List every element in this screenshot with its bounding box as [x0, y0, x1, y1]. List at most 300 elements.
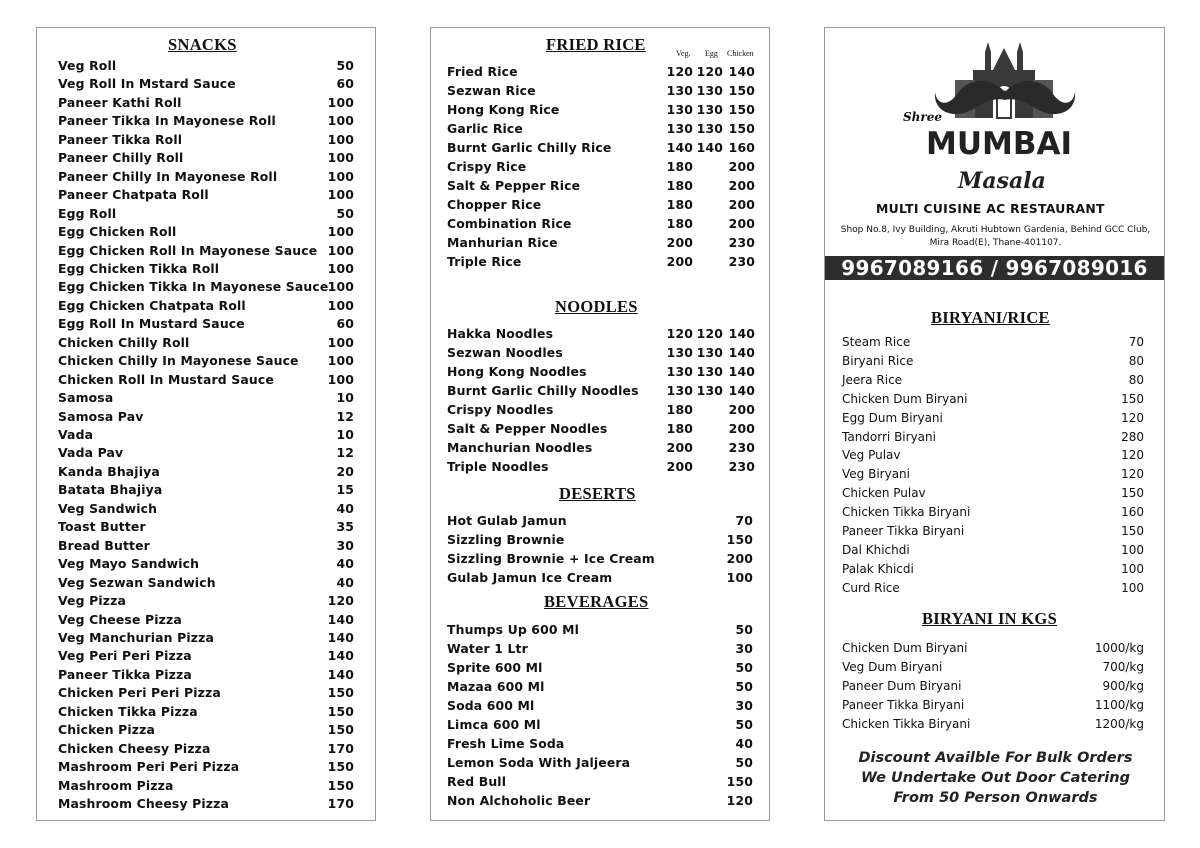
item-name: Chicken Pizza	[58, 722, 156, 738]
item-price: 50	[336, 58, 354, 73]
item-price: 150	[327, 722, 354, 738]
item-name: Crispy Rice	[447, 158, 527, 174]
item-name: Samosa Pav	[58, 408, 144, 424]
item-price: 140	[327, 648, 354, 664]
menu-item	[58, 409, 358, 425]
footer-line-1: Discount Availble For Bulk Orders	[858, 750, 1133, 766]
item-name: Vada	[58, 427, 94, 442]
veg-price: 120	[666, 326, 693, 341]
fried-rice-panel	[430, 27, 770, 821]
menu-item	[447, 736, 759, 752]
item-name: Egg Chicken Roll	[58, 224, 177, 240]
egg-price: 130	[696, 363, 723, 379]
item-name: Mashroom Peri Peri Pizza	[58, 759, 240, 775]
item-name: Veg Biryani	[842, 467, 910, 482]
menu-item	[58, 427, 358, 443]
item-price: 50	[735, 659, 753, 675]
chicken-price: 150	[728, 120, 755, 136]
snacks-panel	[36, 27, 376, 821]
item-name: Samosa	[58, 390, 114, 406]
item-name: Triple Rice	[447, 253, 522, 269]
item-price: 140	[327, 629, 354, 645]
chicken-price: 230	[728, 439, 755, 455]
menu-item	[447, 551, 759, 567]
item-name: Hong Kong Rice	[447, 101, 560, 117]
menu-item	[58, 519, 358, 535]
menu-item	[842, 679, 1148, 695]
item-price: 60	[336, 316, 354, 332]
menu-item	[447, 679, 759, 695]
item-name: Red Bull	[447, 773, 507, 789]
veg-price: 130	[666, 363, 693, 379]
item-name: Crispy Noodles	[447, 401, 554, 417]
item-price: 100	[327, 260, 354, 276]
item-name: Chicken Chilly In Mayonese Sauce	[58, 353, 299, 369]
menu-item	[447, 532, 759, 548]
item-price: 100	[1121, 580, 1144, 595]
egg-price: 130	[696, 344, 723, 360]
item-name: Veg Mayo Sandwich	[58, 556, 200, 572]
col-chicken-header: Chicken	[727, 49, 754, 58]
item-name: Chicken Peri Peri Pizza	[58, 685, 221, 701]
egg-price: 130	[696, 101, 723, 117]
item-name: Paneer Tikka Biryani	[842, 697, 965, 712]
chicken-price: 150	[728, 101, 755, 117]
chicken-price: 200	[728, 177, 755, 193]
item-price: 140	[327, 611, 354, 627]
item-name: Vada Pav	[58, 445, 124, 461]
biryani-rice-title: BIRYANI/RICE	[931, 308, 1050, 327]
item-name: Chicken Tikka Pizza	[58, 703, 198, 719]
menu-item	[447, 459, 757, 475]
item-price: 200	[726, 551, 753, 567]
chicken-price: 150	[728, 82, 755, 98]
menu-item	[447, 364, 757, 380]
phone-numbers: 9967089166 / 9967089016	[825, 256, 1164, 280]
item-price: 12	[336, 445, 354, 461]
menu-item	[58, 224, 358, 240]
veg-price: 180	[666, 401, 693, 417]
item-name: Veg Sandwich	[58, 500, 158, 516]
item-price: 10	[336, 427, 354, 442]
item-price: 160	[1121, 505, 1144, 520]
item-name: Palak Khicdi	[842, 561, 914, 576]
item-name: Burnt Garlic Chilly Noodles	[447, 382, 639, 398]
brand-subtitle: Masala	[958, 168, 1046, 194]
menu-item	[842, 581, 1148, 597]
item-price: 140	[327, 666, 354, 682]
biryani-kgs-title: BIRYANI IN KGS	[922, 609, 1058, 628]
noodles-title: NOODLES	[555, 297, 638, 316]
item-price: 120	[1121, 448, 1144, 463]
item-name: Veg Dum Biryani	[842, 659, 943, 674]
menu-item	[447, 383, 757, 399]
veg-price: 180	[666, 158, 693, 174]
item-name: Veg Peri Peri Pizza	[58, 648, 192, 664]
menu-item	[447, 159, 757, 175]
item-name: Veg Manchurian Pizza	[58, 629, 214, 645]
item-name: Veg Roll In Mstard Sauce	[58, 76, 236, 92]
egg-price: 130	[696, 382, 723, 398]
veg-price: 130	[666, 101, 693, 117]
menu-item	[58, 169, 358, 185]
chicken-price: 160	[728, 139, 755, 155]
menu-item	[842, 717, 1148, 733]
item-price: 80	[1128, 372, 1144, 387]
menu-item	[447, 402, 757, 418]
item-name: Sizzling Brownie + Ice Cream	[447, 551, 655, 567]
menu-item	[58, 150, 358, 166]
egg-price: 120	[696, 64, 723, 79]
item-name: Chicken Roll In Mustard Sauce	[58, 371, 274, 387]
item-name: Veg Pulav	[842, 448, 901, 463]
menu-item	[58, 741, 358, 757]
menu-item	[447, 178, 757, 194]
snacks-title: SNACKS	[168, 35, 237, 54]
col-veg-header: Veg.	[676, 49, 691, 58]
col-egg-header: Egg	[705, 49, 718, 58]
item-name: Chicken Pulav	[842, 486, 926, 501]
item-price: 30	[735, 640, 753, 656]
menu-item	[58, 556, 358, 572]
menu-item	[842, 505, 1148, 521]
item-price: 1200/kg	[1094, 716, 1144, 731]
item-price: 10	[336, 390, 354, 406]
item-price: 900/kg	[1102, 678, 1144, 693]
chicken-price: 200	[728, 196, 755, 212]
menu-item	[447, 440, 757, 456]
menu-item	[58, 58, 358, 74]
egg-price: 140	[696, 139, 723, 155]
item-price: 50	[336, 205, 354, 221]
item-name: Thumps Up 600 Ml	[447, 622, 579, 637]
veg-price: 130	[666, 120, 693, 136]
veg-price: 200	[666, 439, 693, 455]
menu-item	[447, 102, 757, 118]
veg-price: 120	[666, 64, 693, 79]
menu-item	[58, 372, 358, 388]
menu-item	[842, 641, 1148, 657]
veg-price: 130	[666, 344, 693, 360]
item-name: Paneer Tikka In Mayonese Roll	[58, 113, 276, 129]
item-price: 100	[1121, 561, 1144, 576]
veg-price: 200	[666, 458, 693, 474]
menu-item	[842, 698, 1148, 714]
menu-item	[58, 206, 358, 222]
address-line-1: Shop No.8, Ivy Building, Akruti Hubtown Gardenia, Behind GCC Club,	[840, 225, 1151, 235]
item-name: Veg Cheese Pizza	[58, 611, 182, 627]
item-price: 280	[1121, 429, 1144, 444]
menu-item	[447, 140, 757, 156]
veg-price: 180	[666, 420, 693, 436]
veg-price: 130	[666, 82, 693, 98]
item-price: 120	[726, 792, 753, 808]
item-name: Bread Butter	[58, 537, 150, 553]
item-name: Sprite 600 Ml	[447, 659, 543, 675]
menu-item	[842, 411, 1148, 427]
menu-item	[842, 524, 1148, 540]
menu-item	[842, 392, 1148, 408]
menu-item	[58, 501, 358, 517]
item-price: 150	[327, 759, 354, 775]
menu-item	[447, 64, 757, 80]
item-price: 35	[336, 519, 354, 535]
item-name: Salt & Pepper Rice	[447, 177, 581, 193]
menu-item	[447, 345, 757, 361]
brand-name: MUMBAI	[926, 126, 1073, 162]
menu-item	[842, 335, 1148, 351]
item-price: 100	[327, 279, 354, 295]
item-name: Paneer Chilly Roll	[58, 150, 184, 166]
item-name: Chopper Rice	[447, 196, 542, 212]
menu-item	[447, 755, 759, 771]
egg-price: 120	[696, 326, 723, 341]
item-name: Steam Rice	[842, 335, 911, 349]
item-price: 150	[726, 532, 753, 548]
item-name: Veg Pizza	[58, 593, 126, 609]
veg-price: 200	[666, 234, 693, 250]
item-price: 100	[327, 297, 354, 313]
egg-price: 130	[696, 82, 723, 98]
chicken-price: 140	[728, 363, 755, 379]
menu-item	[842, 486, 1148, 502]
item-name: Mashroom Cheesy Pizza	[58, 796, 229, 811]
menu-item	[58, 538, 358, 554]
item-price: 150	[1121, 486, 1144, 501]
menu-item	[447, 216, 757, 232]
item-name: Egg Chicken Chatpata Roll	[58, 297, 246, 313]
item-price: 100	[327, 242, 354, 258]
item-name: Combination Rice	[447, 215, 572, 231]
fried-rice-title: FRIED RICE	[546, 35, 646, 54]
item-name: Triple Noodles	[447, 458, 549, 474]
item-name: Paneer Chatpata Roll	[58, 187, 209, 203]
item-name: Mazaa 600 Ml	[447, 678, 545, 694]
menu-item	[447, 421, 757, 437]
menu-item	[58, 316, 358, 332]
item-price: 120	[1121, 467, 1144, 482]
menu-item	[842, 562, 1148, 578]
chicken-price: 230	[728, 253, 755, 269]
item-name: Paneer Tikka Roll	[58, 131, 183, 147]
item-name: Egg Chicken Roll In Mayonese Sauce	[58, 242, 318, 258]
restaurant-logo-icon	[933, 42, 1078, 124]
menu-item	[58, 353, 358, 369]
menu-item	[447, 570, 759, 586]
item-price: 1000/kg	[1094, 641, 1144, 655]
menu-item	[842, 467, 1148, 483]
item-name: Chicken Cheesy Pizza	[58, 740, 211, 756]
item-name: Paneer Tikka Pizza	[58, 666, 192, 682]
menu-item	[58, 685, 358, 701]
item-name: Paneer Chilly In Mayonese Roll	[58, 168, 278, 184]
chicken-price: 200	[728, 420, 755, 436]
menu-item	[842, 448, 1148, 464]
menu-item	[58, 464, 358, 480]
veg-price: 130	[666, 382, 693, 398]
menu-item	[58, 298, 358, 314]
item-name: Non Alchoholic Beer	[447, 792, 591, 808]
item-name: Gulab Jamun Ice Cream	[447, 570, 613, 586]
item-name: Veg Sezwan Sandwich	[58, 574, 216, 590]
menu-item	[58, 593, 358, 609]
item-price: 700/kg	[1102, 659, 1144, 674]
item-name: Curd Rice	[842, 580, 900, 595]
item-price: 30	[336, 537, 354, 553]
menu-item	[58, 648, 358, 664]
item-price: 40	[336, 556, 354, 572]
veg-price: 200	[666, 253, 693, 269]
menu-item	[447, 660, 759, 676]
item-name: Egg Dum Biryani	[842, 410, 943, 425]
menu-item	[447, 83, 757, 99]
item-name: Egg Chicken Tikka Roll	[58, 260, 220, 276]
menu-item	[447, 793, 759, 809]
item-name: Biryani Rice	[842, 353, 914, 368]
item-price: 100	[327, 334, 354, 350]
menu-item	[58, 261, 358, 277]
beverages-title: BEVERAGES	[544, 592, 649, 611]
menu-item	[842, 373, 1148, 389]
item-name: Chicken Tikka Biryani	[842, 505, 971, 520]
item-price: 15	[336, 482, 354, 498]
item-price: 150	[327, 777, 354, 793]
item-name: Paneer Kathi Roll	[58, 94, 182, 110]
menu-item	[58, 482, 358, 498]
veg-price: 180	[666, 215, 693, 231]
chicken-price: 140	[728, 326, 755, 341]
menu-item	[58, 704, 358, 720]
item-price: 100	[327, 371, 354, 387]
item-price: 60	[336, 76, 354, 92]
menu-item	[447, 774, 759, 790]
veg-price: 180	[666, 196, 693, 212]
item-price: 100	[327, 131, 354, 147]
menu-item	[58, 445, 358, 461]
item-price: 170	[327, 796, 354, 811]
veg-price: 140	[666, 139, 693, 155]
footer-line-3: From 50 Person Onwards	[893, 790, 1098, 806]
item-name: Chicken Dum Biryani	[842, 391, 968, 406]
item-price: 150	[327, 703, 354, 719]
item-price: 1100/kg	[1094, 697, 1144, 712]
veg-price: 180	[666, 177, 693, 193]
menu-item	[447, 326, 757, 342]
item-price: 150	[1121, 391, 1144, 406]
item-name: Dal Khichdi	[842, 542, 910, 557]
brand-panel	[824, 27, 1165, 821]
item-name: Paneer Tikka Biryani	[842, 524, 965, 538]
item-name: Chicken Tikka Biryani	[842, 716, 971, 731]
item-name: Batata Bhajiya	[58, 482, 163, 498]
item-price: 100	[327, 224, 354, 240]
item-name: Fresh Lime Soda	[447, 735, 565, 751]
item-name: Fried Rice	[447, 64, 518, 79]
menu-item	[842, 660, 1148, 676]
menu-item	[58, 76, 358, 92]
item-name: Sezwan Noodles	[447, 344, 563, 360]
menu-item	[58, 778, 358, 794]
item-price: 100	[327, 113, 354, 129]
menu-item	[58, 95, 358, 111]
chicken-price: 230	[728, 458, 755, 474]
item-name: Manchurian Noodles	[447, 439, 593, 455]
item-price: 100	[327, 168, 354, 184]
item-name: Sezwan Rice	[447, 82, 536, 98]
menu-item	[842, 543, 1148, 559]
item-price: 20	[336, 463, 354, 479]
item-name: Jeera Rice	[842, 372, 903, 387]
menu-item	[447, 641, 759, 657]
menu-item	[447, 513, 759, 529]
menu-item	[447, 622, 759, 638]
item-price: 100	[1121, 542, 1144, 557]
item-price: 150	[327, 685, 354, 701]
menu-item	[58, 390, 358, 406]
item-price: 150	[1121, 524, 1144, 538]
menu-item	[447, 698, 759, 714]
item-name: Egg Roll In Mustard Sauce	[58, 316, 245, 332]
item-price: 50	[735, 716, 753, 732]
menu-item	[58, 796, 358, 812]
chicken-price: 140	[728, 344, 755, 360]
item-name: Manhurian Rice	[447, 234, 558, 250]
menu-item	[58, 612, 358, 628]
item-name: Mashroom Pizza	[58, 777, 174, 793]
menu-item	[58, 243, 358, 259]
brand-shree: Shree	[903, 110, 942, 124]
item-name: Veg Roll	[58, 58, 117, 73]
item-name: Limca 600 Ml	[447, 716, 541, 732]
item-name: Egg Chicken Tikka In Mayonese Sauce	[58, 279, 329, 295]
menu-item	[447, 121, 757, 137]
menu-item	[447, 197, 757, 213]
item-price: 40	[735, 735, 753, 751]
item-price: 80	[1128, 353, 1144, 368]
chicken-price: 140	[728, 382, 755, 398]
item-price: 70	[735, 513, 753, 528]
item-price: 100	[327, 94, 354, 110]
item-price: 100	[726, 570, 753, 586]
menu-item	[58, 630, 358, 646]
menu-item	[58, 279, 358, 295]
item-price: 100	[327, 353, 354, 369]
chicken-price: 140	[728, 64, 755, 79]
item-price: 170	[327, 740, 354, 756]
menu-item	[58, 187, 358, 203]
item-name: Lemon Soda With Jaljeera	[447, 754, 631, 770]
item-price: 50	[735, 678, 753, 694]
chicken-price: 200	[728, 401, 755, 417]
chicken-price: 200	[728, 158, 755, 174]
item-price: 30	[735, 697, 753, 713]
chicken-price: 230	[728, 234, 755, 250]
item-name: Hakka Noodles	[447, 326, 554, 341]
item-name: Hong Kong Noodles	[447, 363, 587, 379]
item-name: Sizzling Brownie	[447, 532, 565, 548]
deserts-title: DESERTS	[559, 484, 636, 503]
item-name: Soda 600 Ml	[447, 697, 535, 713]
menu-item	[58, 335, 358, 351]
item-name: Burnt Garlic Chilly Rice	[447, 139, 612, 155]
menu-item	[447, 717, 759, 733]
item-price: 50	[735, 754, 753, 770]
restaurant-tagline: MULTI CUISINE AC RESTAURANT	[876, 201, 1105, 216]
item-price: 50	[735, 622, 753, 637]
menu-item	[58, 759, 358, 775]
item-name: Egg Roll	[58, 205, 117, 221]
item-name: Paneer Dum Biryani	[842, 678, 962, 693]
